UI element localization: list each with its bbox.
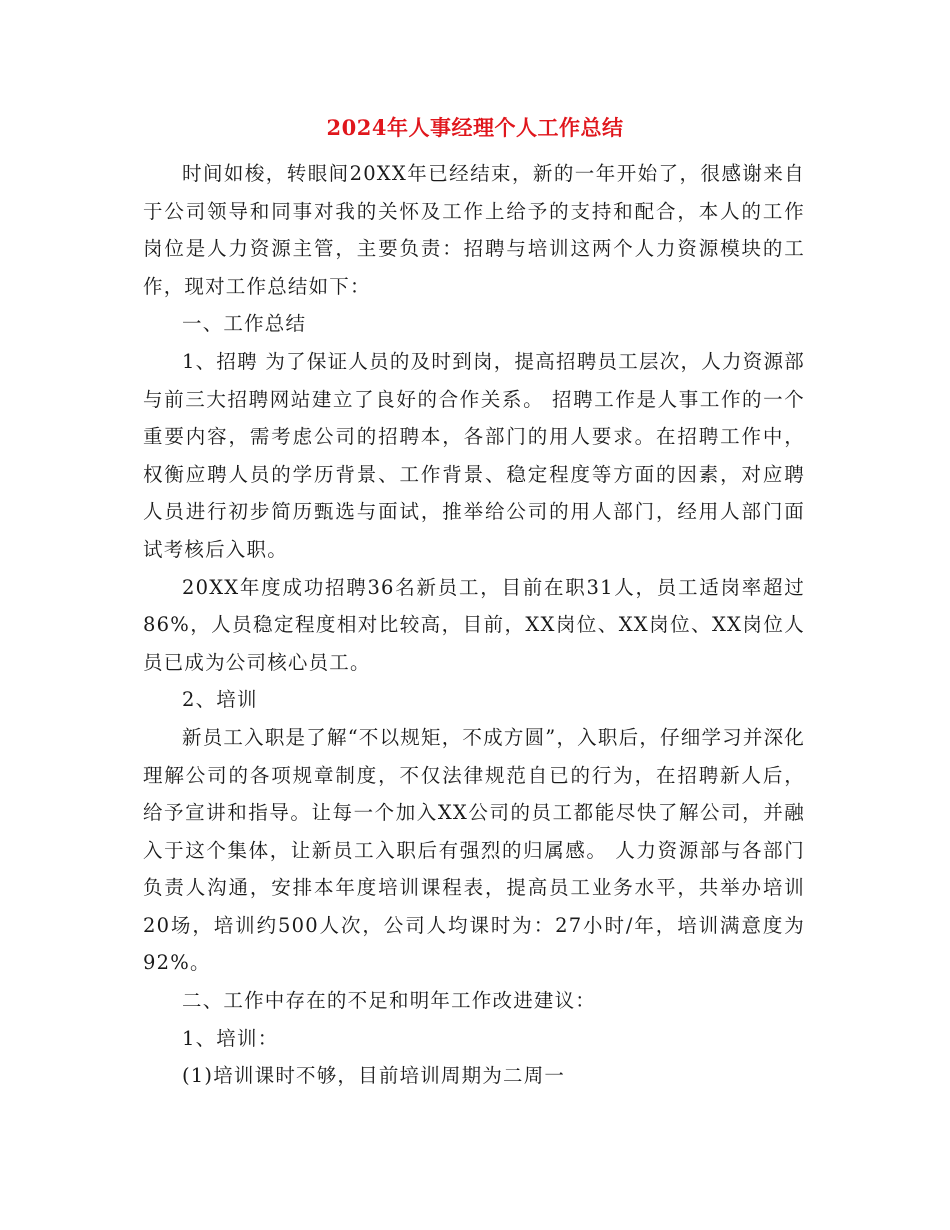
document-body: [143, 155, 805, 1095]
subheading-training-improvement: 1、培训：: [182, 1026, 279, 1050]
list-item-training-hours: (1)培训课时不够，目前培训周期为二周一: [182, 1064, 566, 1088]
paragraph-recruitment-results: 20XX年度成功招聘36名新员工，目前在职31人，员工适岗率超过86%，人员稳定程度相对比较高，目前，XX岗位、XX岗位、XX岗位人员已成为公司核心员工。: [143, 575, 805, 674]
subheading-training: 2、培训: [182, 688, 258, 712]
paragraph-intro: 时间如梭，转眼间20XX年已经结束，新的一年开始了，很感谢来自于公司领导和同事对我的关怀及工作上给予的支持和配合，本人的工作岗位是人力资源主管，主要负责：招聘与培训这两个人力资源模块的工作，现对工作总结如下：: [143, 162, 805, 298]
paragraph-recruitment: 1、招聘 为了保证人员的及时到岗，提高招聘员工层次，人力资源部与前三大招聘网站建立了良好的合作关系。 招聘工作是人事工作的一个重要内容，需考虑公司的招聘本，各部门的用人要求。在招聘工作中，权衡应聘人员的学历背景、工作背景、稳定程度等方面的因素，对应聘人员进行初步简历甄选与面试，推举给公司的用人部门，经用人部门面试考核后入职。: [143, 349, 805, 561]
section-heading-improvements: 二、工作中存在的不足和明年工作改进建议：: [182, 989, 597, 1013]
document-title: 2024年人事经理个人工作总结: [326, 115, 624, 140]
paragraph-training: 新员工入职是了解“不以规矩，不成方圆”，入职后，仔细学习并深化理解公司的各项规章制度，不仅法律规范自已的行为，在招聘新人后，给予宣讲和指导。让每一个加入XX公司的员工都能尽快了解公司，并融入于这个集体，让新员工入职后有强烈的归属感。 人力资源部与各部门负责人沟通，安排本年度培训课程表，提高员工业务水平，共举办培训20场，培训约500人次，公司人均课时为：27小时/年，培训满意度为92%。: [143, 725, 805, 975]
section-heading-work-summary: 一、工作总结: [182, 312, 307, 336]
